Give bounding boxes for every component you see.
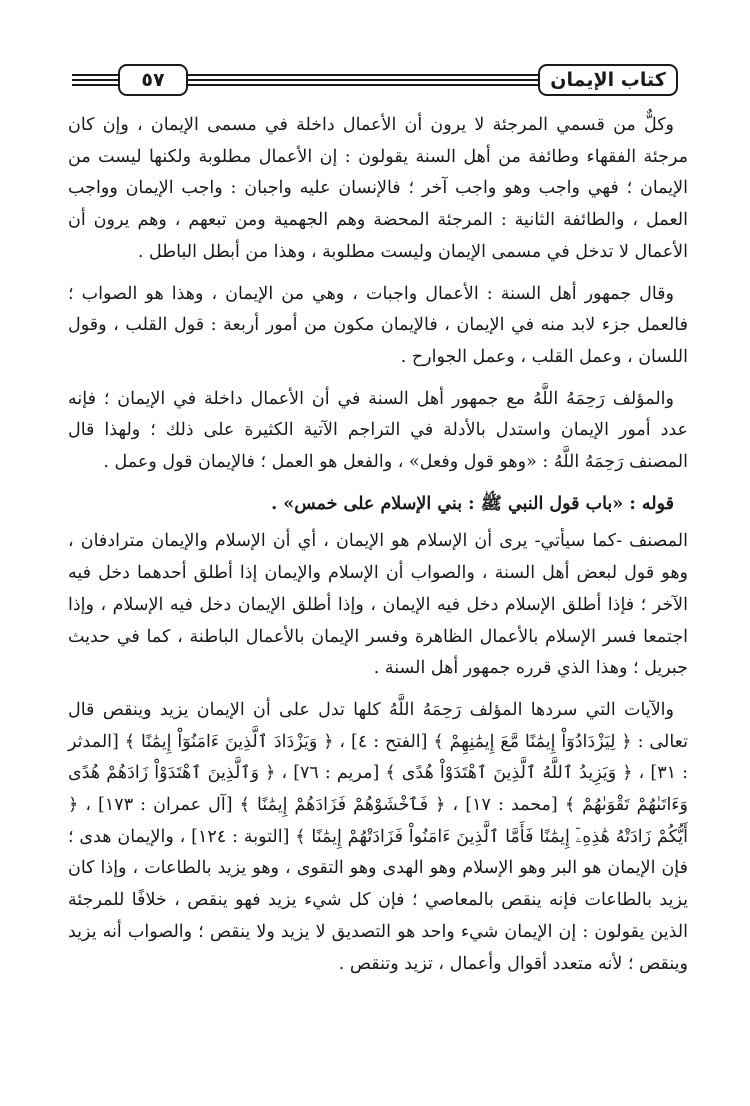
paragraph-author-position: والمؤلف رَحِمَهُ اللَّهُ مع جمهور أهل السنة في أن الأعمال داخلة في الإيمان ؛ فإنه عدد أمور الإيمان واستدل بالأدلة في التراجم الآتية الكثيرة على ذلك ؛ ولهذا قال المصنف رَحِمَهُ اللَّهُ : «وهو قول وفعل» ، والفعل هو العمل ؛ فالإيمان قول وعمل . [68, 388, 688, 473]
chapter-title: كتاب الإيمان [538, 64, 678, 96]
chapter-quote: قوله : «باب قول النبي ﷺ : بني الإسلام على خمس» . [271, 493, 674, 514]
paragraph-islam-iman: المصنف -كما سيأتي- يرى أن الإسلام هو الإيمان ، أي أن الإسلام والإيمان مترادفان ، وهو قول لبعض أهل السنة ، والصواب أن الإسلام والإيمان إذا أطلق أحدهما دخل فيه الآخر ؛ فإذا أطلق الإسلام دخل فيه الإيمان ، وإذا أطلق الإيمان دخل فيه الإسلام ، وإذا اجتمعا فسر الإسلام بالأعمال الظاهرة وفسر الإيمان بالأعمال الباطنة ، كما في حديث جبريل ؛ وهذا الذي قرره جمهور أهل السنة . [68, 531, 688, 679]
paragraph-murjia-sects: وكلٌّ من قسمي المرجئة لا يرون أن الأعمال داخلة في مسمى الإيمان ، وإن كان مرجئة الفقهاء وطائفة من أهل السنة يقولون : إن الأعمال مطلوبة ولكنها ليست من الإيمان ؛ فهي واجب وهو واجب آخر ؛ فالإنسان عليه واجبان : واجب الإيمان وواجب العمل ، والطائفة الثانية : المرجئة المحضة وهم الجهمية ومن تبعهم ، وهم يرون أن الأعمال لا تدخل في مسمى الإيمان وليست مطلوبة ، وهذا من أبطل الباطل . [68, 115, 688, 262]
page-body [68, 110, 688, 990]
paragraph-ahl-sunnah-view: وقال جمهور أهل السنة : الأعمال واجبات ، وهي من الإيمان ، وهذا هو الصواب ؛ فالعمل جزء لابد منه في الإيمان ، فالإيمان مكون من أمور أربعة : قول القلب ، وقول اللسان ، وعمل القلب ، وعمل الجوارح . [68, 283, 688, 367]
page-number: ٥٧ [118, 64, 188, 96]
page-header [72, 62, 678, 96]
paragraph-verses: والآيات التي سردها المؤلف رَحِمَهُ اللَّهُ كلها تدل على أن الإيمان يزيد وينقص قال تعالى : ﴿ لِيَزْدَادُوٓاْ إِيمَٰنًا مَّعَ إِيمَٰنِهِمْ ﴾ [الفتح : ٤] ، ﴿ وَيَزْدَادَ ٱلَّذِينَ ءَامَنُوٓاْ إِيمَٰنًا ﴾ [المدثر : ٣١] ، ﴿ وَيَزِيدُ ٱللَّهُ ٱلَّذِينَ ٱهْتَدَوْاْ هُدًى ﴾ [مريم : ٧٦] ، ﴿ وَٱلَّذِينَ ٱهْتَدَوْاْ زَادَهُمْ هُدًى وَءَاتَىٰهُمْ تَقْوَىٰهُمْ ﴾ [محمد : ١٧] ، ﴿ فَٱخْشَوْهُمْ فَزَادَهُمْ إِيمَٰنًا ﴾ [آل عمران : ١٧٣] ، ﴿ أَيُّكُمْ زَادَتْهُ هَٰذِهِۦٓ إِيمَٰنًا فَأَمَّا ٱلَّذِينَ ءَامَنُواْ فَزَادَتْهُمْ إِيمَٰنًا ﴾ [التوبة : ١٢٤] ، والإيمان هدى ؛ فإن الإيمان هو البر وهو الإسلام وهو الهدى وهو التقوى ، وهو يزيد بالطاعات ، وإذا كان يزيد بالطاعات فإنه ينقص بالمعاصي ؛ فإن كل شيء يزيد فهو ينقص ، خلافًا للمرجئة الذين يقولون : إن الإيمان شيء واحد هو التصديق لا يزيد ولا ينقص ؛ والصواب أنه يزيد وينقص ؛ لأنه متعدد أقوال وأعمال ، تزيد وتنقص . [68, 699, 688, 974]
